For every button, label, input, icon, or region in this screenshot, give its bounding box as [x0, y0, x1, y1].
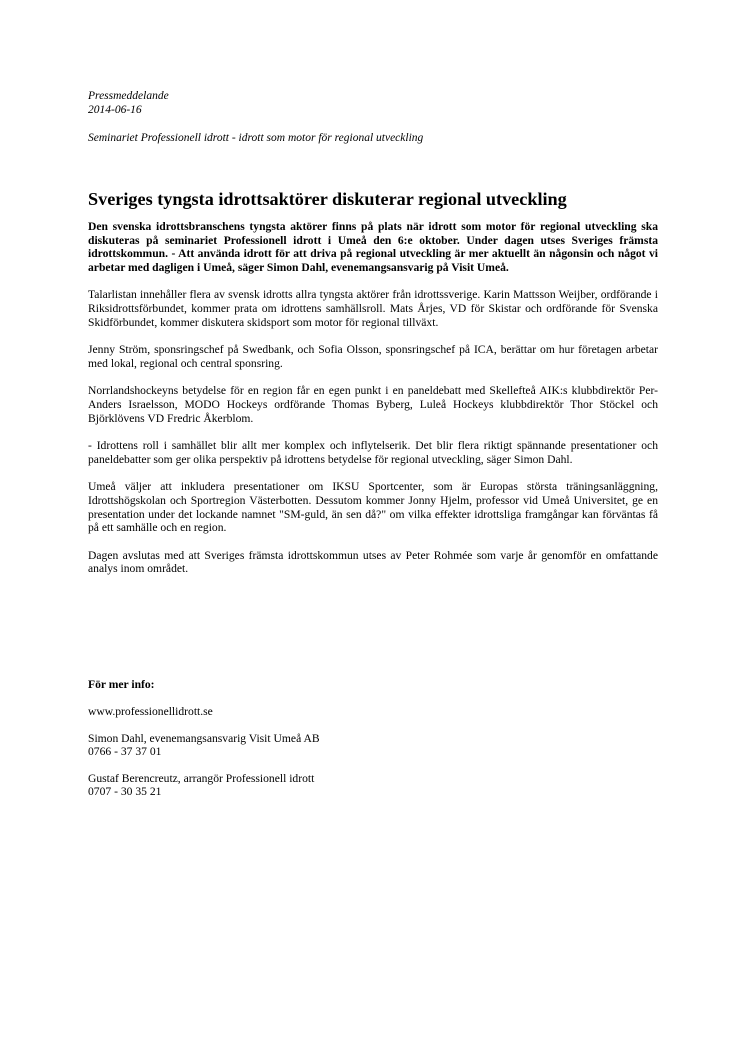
- lead-paragraph: Den svenska idrottsbranschens tyngsta aktörer finns på plats när idrott som motor för regional utveckling ska diskuteras på seminariet Professionell idrott i Umeå den 6:e oktober. Under dagen utses Sveriges främsta idrottskommun. - Att använda idrott för att driva på regional utveckling är mer aktuellt än någonsin och något vi arbetar med dagligen i Umeå, säger Simon Dahl, evenemangsansvarig på Visit Umeå.: [88, 220, 658, 274]
- contact-name: Gustaf Berencreutz, arrangör Professionell idrott: [88, 771, 315, 785]
- body-paragraph-3: Norrlandshockeyns betydelse för en region får en egen punkt i en paneldebatt med Skellefteå AIK:s klubbdirektör Per-Anders Israelsson, MODO Hockeys ordförande Thomas Byberg, Luleå Hockeys klubbdirektör Thor Stöckel och Björklövens VD Fredric Åkerblom.: [88, 384, 658, 425]
- website-link[interactable]: www.professionellidrott.se: [88, 705, 213, 718]
- website-group: [88, 705, 658, 719]
- press-release-page: [88, 89, 658, 799]
- article-body: [88, 220, 658, 590]
- body-paragraph-4: - Idrottens roll i samhället blir allt mer komplex och inflytelserik. Det blir flera riktigt spännande presentationer och paneldebatter som ger olika perspektiv på idrottens betydelse för regional utveckling, säger Simon Dahl.: [88, 439, 658, 466]
- contact-info-heading: För mer info:: [88, 678, 155, 691]
- contact-name: Simon Dahl, evenemangsansvarig Visit Umeå AB: [88, 731, 320, 745]
- seminar-subtitle: Seminariet Professionell idrott - idrott som motor för regional utveckling: [88, 132, 424, 144]
- contact-info-section: [88, 678, 658, 812]
- body-paragraph-2: Jenny Ström, sponsringschef på Swedbank, och Sofia Olsson, sponsringschef på ICA, berättar om hur företagen arbetar med lokal, regional och central sponsring.: [88, 343, 658, 370]
- body-paragraph-6: Dagen avslutas med att Sveriges främsta idrottskommun utses av Peter Rohmée som varje år genomför en omfattande analys inom området.: [88, 548, 658, 576]
- release-date: 2014-06-16: [88, 104, 142, 116]
- contact-simon-dahl: [88, 732, 658, 759]
- contact-phone: 0707 - 30 35 21: [88, 785, 162, 799]
- contact-gustaf-berencreutz: [88, 772, 658, 799]
- body-paragraph-1: Talarlistan innehåller flera av svensk idrotts allra tyngsta aktörer från idrottssverige. Karin Mattsson Weijber, ordförande i Riksidrottsförbundet, kommer prata om idrottens samhällsroll. Mats Årjes, VD för Skistar och ordförande för Svenska Skidförbundet, kommer diskutera skidsport som motor för regional tillväxt.: [88, 288, 658, 329]
- body-paragraph-5: Umeå väljer att inkludera presentationer om IKSU Sportcenter, som är Europas största träningsanläggning, Idrottshögskolan och Sportregion Västerbotten. Dessutom kommer Jonny Hjelm, professor vid Umeå Universitet, ge en presentation under det lockande namnet "SM-guld, än sen då?" om vilka effekter idrottsliga framgångar kan förväntas få på ett samhälle och en region.: [88, 480, 658, 535]
- headline: Sveriges tyngsta idrottsaktörer diskuterar regional utveckling: [88, 189, 567, 209]
- contact-phone: 0766 - 37 37 01: [88, 745, 162, 759]
- document-type-label: Pressmeddelande: [88, 90, 169, 102]
